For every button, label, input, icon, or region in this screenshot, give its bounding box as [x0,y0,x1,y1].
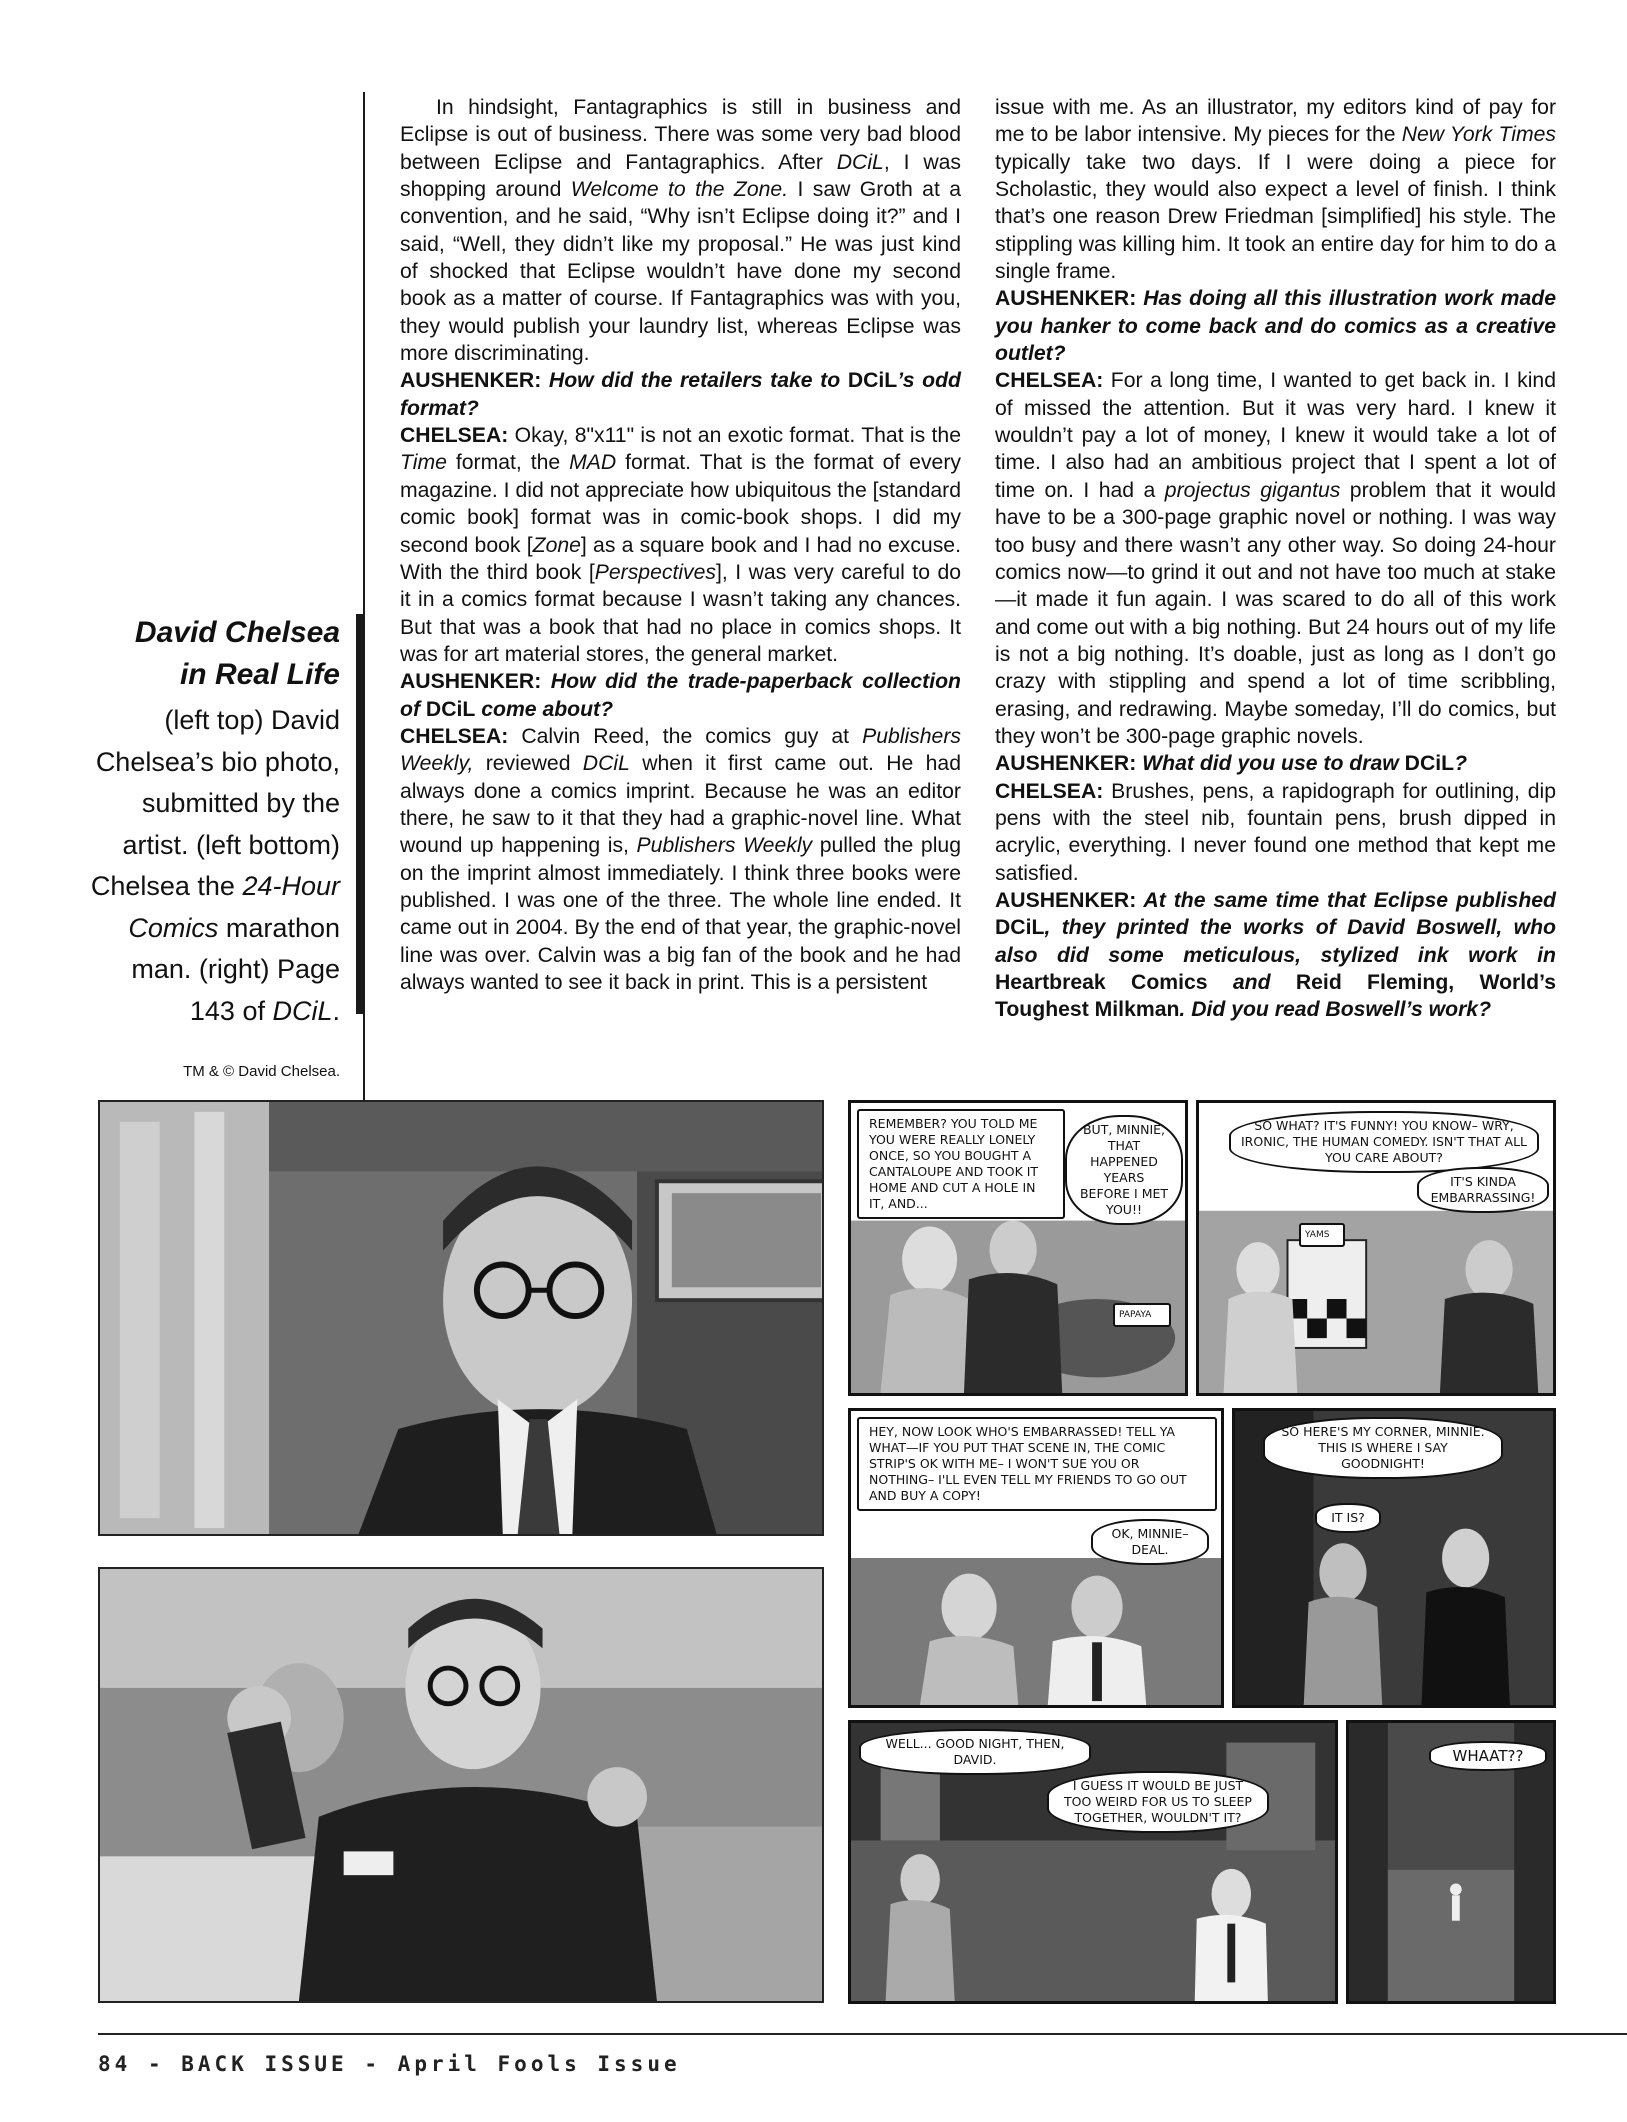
comic-panel-6 [1346,1720,1556,2004]
text: Brushes, pens, a rapidograph for outlining, dip pens with the steel nib, fountain pens, brush dipped in acrylic, everything. I never found one method that kept me satisfied. [995,779,1556,885]
text: ], I was very careful to do it in a comics format because I wasn’t taking any chances. But that was a book that had no place in comics shops. It was for art material stores, the general market. [400,560,962,666]
text: For a long time, I wanted to get back in. I kind of missed the attention. But it was very hard. I knew it wouldn’t pay a lot of money, I knew it would take a lot of time. I also had an ambitious project that I spent a lot of time on. I had a [995,369,1556,502]
text: ] as a square book and I had no excuse. With the third book [ [400,533,961,584]
text-italic: DCiL [582,752,630,776]
interview-question [995,887,1556,1024]
text: ’s odd format? [400,369,961,420]
text: format. That is the format of every magazine. I did not appreciate how ubiquitous the [standard comic book] format was in comic-book shops. I did my second book [ [400,451,961,557]
page-number: 84 [98,2052,132,2076]
text: Calvin Reed, the comics guy at [508,724,863,748]
portrait-photo-illustration [100,1102,822,1534]
caption-text-italic: 24-Hour Comics [128,871,340,943]
text: In hindsight, Fantagraphics is still in business and Eclipse is out of business. There was some very bad blood between Eclipse and Fantagraphics. After [400,96,961,174]
interview-answer [400,723,961,996]
bio-photo-top [98,1100,824,1536]
speech-bubble: I GUESS IT WOULD BE JUST TOO WEIRD FOR US TO SLEEP TOGETHER, WOULDN'T IT? [1047,1771,1269,1833]
text-italic: Perspectives [594,560,717,584]
text: typically take two days. If I were doing a piece for Scholastic, they would also expect a level of finish. I think that’s one reason Drew Friedman [simplified] his style. The stippling was killing him. It took an entire day for him to do a single frame. [995,150,1556,284]
speaker-label: AUSHENKER: [995,888,1137,912]
text: and [1207,971,1296,994]
text: Okay, 8"x11" is not an exotic format. That is the [508,424,961,448]
speaker-label: CHELSEA: [400,724,509,748]
text: come about? [475,697,614,721]
comic-panel-2 [1196,1100,1556,1396]
speech-bubble: HEY, NOW LOOK WHO'S EMBARRASSED! TELL YA WHAT—IF YOU PUT THAT SCENE IN, THE COMIC STRIP'S OK WITH ME– I WON'T SUE YOU OR NOTHING– I'LL EVEN TELL MY FRIENDS TO GO OUT AND BUY A COPY! [857,1417,1217,1511]
speech-bubble: WHAAT?? [1429,1741,1547,1771]
text-italic: MAD [569,451,617,475]
magazine-title: BACK ISSUE [181,2052,348,2076]
text: Has doing all this illustration work made you hanker to come back and do comics as a creative outlet? [995,287,1556,366]
text: At the same time that Eclipse published [1136,888,1556,912]
speaker-label: CHELSEA: [995,369,1104,393]
title-text: Heartbreak Comics [995,971,1208,994]
issue-title: April Fools Issue [397,2052,681,2076]
footer-separator: - [364,2052,382,2076]
caption-accent-bar [356,614,363,1014]
marathon-photo-illustration [100,1569,822,2001]
market-sign: PAPAYA [1113,1303,1171,1327]
caption-title [88,612,340,696]
speech-bubble: WELL... GOOD NIGHT, THEN, DAVID. [859,1729,1091,1775]
speech-bubble: REMEMBER? YOU TOLD ME YOU WERE REALLY LONELY ONCE, SO YOU BOUGHT A CANTALOUPE AND TOOK IT HOME AND CUT A HOLE IN IT, AND... [857,1109,1065,1219]
text-italic: New York Times [1401,123,1556,147]
text: problem that it would have to be a 300-page graphic novel or nothing. I was way too busy and there wasn’t any other way. So doing 24-hour comics now—to grind it out and not have too much at stake—it made it fun again. I was scared to do all of this work and come out with a big nothing. But 24 hours out of my life is not a big nothing. It’s doable, just as long as I don’t go crazy with stippling and spend a lot of time scribbling, erasing, and redrawing. Maybe someday, I’ll do comics, but they won’t be 300-page graphic novels. [995,478,1557,748]
text: How did the retailers take to [541,369,848,393]
text: issue with me. As an illustrator, my editors kind of pay for me to be labor intensive. My pieces for the [995,96,1556,147]
speech-bubble: BUT, MINNIE, THAT HAPPENED YEARS BEFORE I MET YOU!! [1065,1115,1183,1225]
caption-credit: TM & © David Chelsea. [183,1063,340,1080]
caption-text: (left top) David Chelsea’s bio photo, submitted by the artist. (left bottom) Chelsea the [90,705,340,901]
paragraph [400,94,961,367]
interview-question [400,668,961,723]
comic-panel-5 [848,1720,1338,2004]
text-italic: Publishers Weekly, [400,724,961,776]
speaker-label: CHELSEA: [995,779,1104,803]
text: when it first came out. He had always done a comics imprint. Because he was an editor there, he saw to it that they had a graphic-novel line. What wound up happening is, [400,752,961,858]
text: ? [1454,752,1468,776]
comic-panel-1 [848,1100,1188,1396]
speech-bubble: IT'S KINDA EMBARRASSING! [1417,1167,1549,1213]
title-text: DCiL [425,697,476,721]
interview-question [995,750,1556,777]
text: , they printed the works of David Boswell, who also did some meticulous, stylized ink work in [995,916,1556,967]
text: . Did you read Boswell’s work? [1179,998,1492,1022]
paragraph [995,94,1556,285]
text: I saw Groth at a convention, and he said, “Why isn’t Eclipse doing it?” and I said, “Well, they didn’t like my proposal.” He was just kind of shocked that Eclipse wouldn’t have done my second book as a matter of course. If Fantagraphics was with you, they would publish your laundry list, whereas Eclipse was more discriminating. [400,178,961,366]
speech-bubble: SO WHAT? IT'S FUNNY! YOU KNOW– WRY, IRONIC, THE HUMAN COMEDY. ISN'T THAT ALL YOU CARE ABOUT? [1229,1111,1539,1173]
title-text: DCiL [1404,752,1455,776]
interview-answer [995,367,1556,750]
text-italic: Publishers Weekly [636,834,813,858]
text-italic: Zone [532,533,581,557]
caption-title-line1: David Chelsea [134,616,340,649]
text: reviewed [473,752,583,776]
text-italic: DCiL [836,150,884,174]
article-column-left [400,94,961,996]
footer-rule [98,2033,1627,2035]
caption-text-italic: DCiL [272,995,333,1026]
photo-caption [88,612,340,1082]
speaker-label: AUSHENKER: [995,752,1137,776]
speaker-label: AUSHENKER: [400,670,542,694]
comic-panel-3 [848,1408,1224,1708]
market-sign: YAMS [1299,1223,1345,1247]
speech-bubble: IT IS? [1315,1503,1381,1533]
comic-page [840,1092,1590,2012]
speaker-label: AUSHENKER: [995,287,1137,311]
bio-photo-bottom [98,1567,824,2003]
caption-text: . [332,995,340,1026]
comic-panel-4 [1232,1408,1556,1708]
caption-body [88,700,340,1032]
text-italic: Welcome to the Zone. [570,178,789,202]
text: , I was shopping around [400,150,961,202]
text: What did you use to draw [1136,752,1405,776]
article-column-right [995,94,1556,1024]
speaker-label: AUSHENKER: [400,369,542,393]
text: format, the [446,451,570,475]
title-text: DCiL [995,916,1045,940]
caption-text: marathon man. (right) Page 143 of [131,912,340,1026]
speaker-label: CHELSEA: [400,424,509,448]
text: How did the trade-paperback collection of [400,670,961,721]
title-text: Reid Fleming, World’s Toughest Milkman [995,971,1556,1022]
interview-question [995,285,1556,367]
interview-question [400,367,961,422]
speech-bubble: OK, MINNIE– DEAL. [1091,1519,1209,1565]
text: pulled the plug on the imprint almost immediately. I think three books were published. I was one of the three. The whole line ended. It came out in 2004. By the end of that year, the graphic-novel line was over. Calvin was a big fan of the book and he had always wanted to see it back in print. This is a persistent [400,834,961,994]
text-italic: projectus gigantus [1164,478,1341,502]
title-text: DCiL [847,369,898,393]
interview-answer [995,778,1556,887]
interview-answer [400,422,961,668]
sidebar-divider-rule [363,92,365,1104]
speech-bubble: SO HERE'S MY CORNER, MINNIE. THIS IS WHERE I SAY GOODNIGHT! [1263,1417,1503,1479]
footer-separator: - [147,2052,165,2076]
caption-title-line2: in Real Life [179,658,340,691]
text-italic: Time [400,451,447,475]
page-footer [98,2052,681,2076]
